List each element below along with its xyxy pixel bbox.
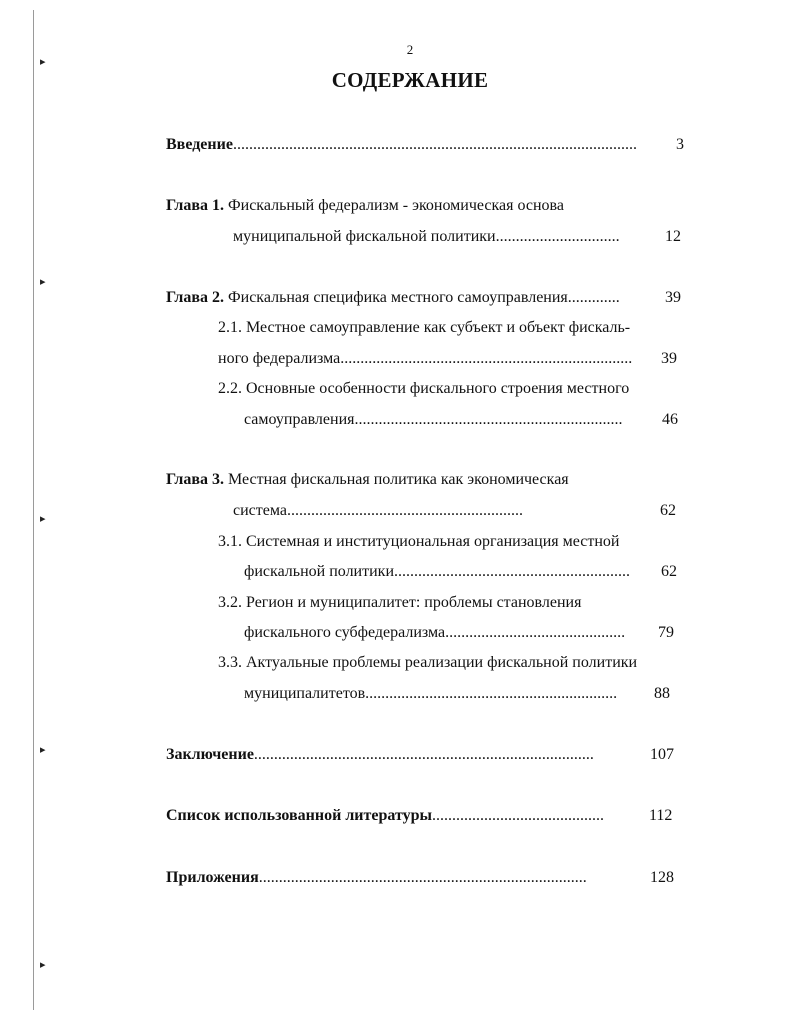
toc-page: 39 (661, 350, 677, 367)
toc-page: 62 (660, 502, 676, 519)
toc-entry-appendix: Приложения.................................................................................. (166, 869, 587, 886)
scan-edge-line (33, 10, 34, 1010)
toc-page: 112 (649, 807, 673, 824)
scan-mark: ▸ (40, 275, 46, 288)
toc-page: 79 (658, 624, 674, 641)
toc-page: 46 (662, 411, 678, 428)
toc-entry-section-2-1-cont: ного федерализма......................................................................... (218, 350, 633, 367)
page-number: 2 (406, 42, 414, 57)
toc-entry-section-2-1: 2.1. Местное самоуправление как субъект и объект фискаль- (218, 319, 631, 336)
toc-entry-chapter-1: Глава 1. Фискальный федерализм - экономическая основа (166, 197, 564, 214)
scan-mark: ▸ (40, 512, 46, 525)
scan-mark: ▸ (40, 958, 46, 971)
scan-mark: ▸ (40, 743, 46, 756)
toc-page: 12 (665, 228, 681, 245)
toc-entry-conclusion: Заключение..................................................................................... (166, 746, 594, 763)
toc-entry-chapter-3: Глава 3. Местная фискальная политика как экономическая (166, 471, 569, 488)
toc-entry-section-3-2: 3.2. Регион и муниципалитет: проблемы становления (218, 594, 582, 611)
toc-page: 3 (676, 136, 684, 153)
page-title: СОДЕРЖАНИЕ (331, 68, 489, 92)
toc-entry-intro: Введение..................................................................................................... (166, 136, 637, 153)
toc-entry-section-3-2-cont: фискального субфедерализма............................................. (244, 624, 626, 641)
toc-page: 88 (654, 685, 670, 702)
toc-entry-section-3-1: 3.1. Системная и институциональная организация местной (218, 533, 620, 550)
toc-entry-chapter-3-cont: система........................................................... (233, 502, 523, 519)
scan-mark: ▸ (40, 55, 46, 68)
toc-entry-section-3-3-cont: муниципалитетов............................................................... (244, 685, 618, 702)
toc-page: 107 (650, 746, 674, 763)
toc-entry-section-3-3: 3.3. Актуальные проблемы реализации фискальной политики (218, 654, 638, 671)
toc-page: 62 (661, 563, 677, 580)
toc-page: 128 (650, 869, 674, 886)
toc-page: 39 (665, 289, 681, 306)
toc-entry-references: Список использованной литературы........................................... (166, 807, 604, 824)
toc-entry-section-3-1-cont: фискальной политики........................................................... (244, 563, 630, 580)
toc-entry-section-2-2-cont: самоуправления................................................................... (244, 411, 623, 428)
toc-entry-section-2-2: 2.2. Основные особенности фискального строения местного (218, 380, 630, 397)
toc-entry-chapter-2: Глава 2. Фискальная специфика местного самоуправления............. (166, 289, 620, 306)
toc-entry-chapter-1-cont: муниципальной фискальной политики............................... (233, 228, 620, 245)
